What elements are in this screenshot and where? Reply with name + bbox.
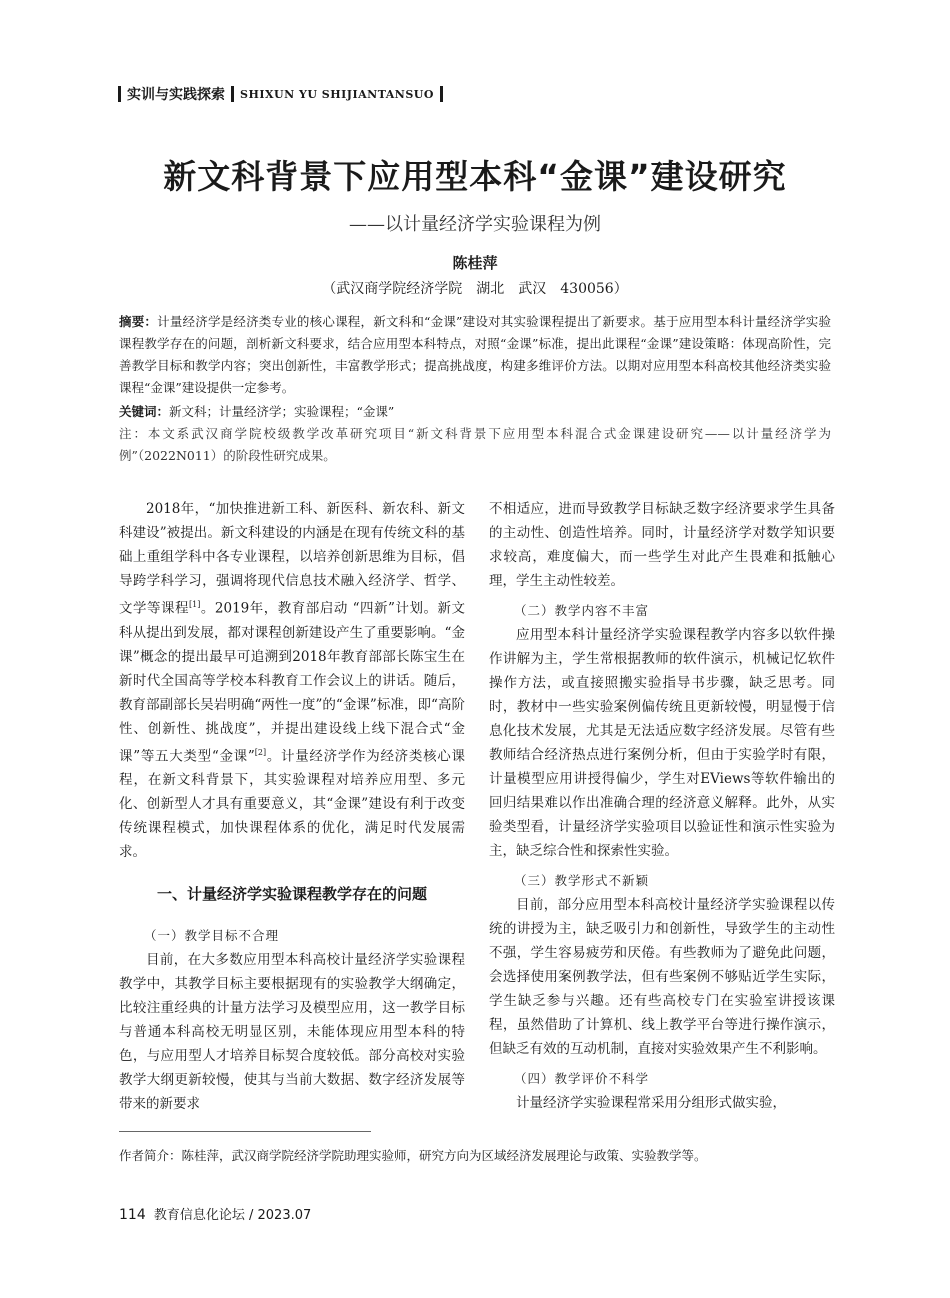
footnote-rule — [119, 1131, 371, 1132]
citation-ref[interactable]: [1] — [189, 600, 201, 609]
funding-note: 注：本文系武汉商学院校级教学改革研究项目“新文科背景下应用型本科混合式金课建设研究——以计量经济学为例”（2022N011）的阶段性研究成果。 — [119, 426, 831, 463]
article-title: 新文科背景下应用型本科“金课”建设研究 — [163, 157, 787, 196]
header-divider — [118, 86, 121, 102]
column-name-cn: 实训与实践探索 — [127, 87, 225, 103]
journal-name: 教育信息化论坛 / 2023.07 — [153, 1208, 312, 1223]
body-paragraph: 应用型本科计量经济学实验课程教学内容多以软件操作讲解为主，学生常根据教师的软件演示，机械记忆软件操作方法，或直接照搬实验指导书步骤，缺乏思考。同时，教材中一些实验案例偏传统且更新较慢，明显慢于信息化技术发展，尤其是无法适应数字经济发展。尽管有些教师结合经济热点进行案例分析，但由于实验学时有限，计量模型应用讲授得偏少，学生对EViews等软件输出的回归结果难以作出准确合理的经济意义解释。此外，从实验类型看，计量经济学实验项目以验证性和演示性实验为主，缺乏综合性和探索性实验。 — [489, 627, 835, 859]
abstract-text: 计量经济学是经济类专业的核心课程，新文科和“金课”建设对其实验课程提出了新要求。基于应用型本科计量经济学实验课程教学存在的问题，剖析新文科要求，结合应用型本科特点，对照“金课”标准，提出此课程“金课”建设策略：体现高阶性，完善教学目标和教学内容；突出创新性，丰富教学形式；提高挑战度，构建多维评价方法。以期对应用型本科高校其他经济类实验课程“金课”建设提供一定参考。 — [119, 314, 831, 395]
column-header — [118, 84, 443, 104]
intro-paragraph — [119, 497, 465, 864]
page-footer — [119, 1204, 311, 1223]
left-column — [119, 497, 465, 1116]
header-divider — [231, 86, 234, 102]
intro-text-part: 2018年，“加快推进新工科、新医科、新农科、新文科建设”被提出。新文科建设的内涵是在现有传统文科的基础上重组学科中各专业课程，以培养创新思维为目标，倡导跨学科学习，强调将现代信息技术融入经济学、哲学、文学等课程 — [119, 501, 465, 617]
right-column — [489, 497, 835, 1115]
column-name-en: SHIXUN YU SHIJIANTANSUO — [240, 87, 434, 101]
subsection-heading: （一）教学目标不合理 — [144, 928, 280, 943]
body-paragraph: 目前，部分应用型本科高校计量经济学实验课程以传统的讲授为主，缺乏吸引力和创新性，导致学生的主动性不强，学生容易疲劳和厌倦。有些教师为了避免此问题，会选择使用案例教学法，但有些案例不够贴近学生实际，学生缺乏参与兴趣。还有些高校专门在实验室讲授该课程，虽然借助了计算机、线上教学平台等进行操作演示，但缺乏有效的互动机制，直接对实验效果产生不利影响。 — [489, 897, 835, 1057]
article-subtitle: ——以计量经济学实验课程为例 — [349, 214, 601, 235]
intro-text-part: 。计量经济学作为经济类核心课程，在新文科背景下，其实验课程对培养应用型、多元化、创新型人才具有重要意义，其“金课”建设有利于改变传统课程模式，加快课程体系的优化，满足时代发展需求。 — [119, 748, 465, 860]
abstract-block — [119, 311, 831, 467]
subsection-heading: （二）教学内容不丰富 — [514, 603, 650, 618]
subsection-heading: （三）教学形式不新颖 — [514, 873, 650, 888]
body-paragraph: 计量经济学实验课程常采用分组形式做实验， — [516, 1095, 786, 1111]
header-divider — [440, 86, 443, 102]
author-name: 陈桂萍 — [452, 254, 498, 272]
citation-ref[interactable]: [2] — [254, 747, 267, 757]
section-heading: 一、计量经济学实验课程教学存在的问题 — [156, 885, 427, 903]
keywords-label: 关键词： — [119, 404, 170, 419]
page-number: 114 — [119, 1207, 146, 1223]
abstract — [119, 311, 831, 399]
body-paragraph: 目前，在大多数应用型本科高校计量经济学实验课程教学中，其教学目标主要根据现有的实验教学大纲确定，比较注重经典的计量方法学习及模型应用，这一教学目标与普通本科高校无明显区别，未能体现应用型本科的特色，与应用型人才培养目标契合度较低。部分高校对实验教学大纲更新较慢，使其与当前大数据、数字经济发展等带来的新要求 — [119, 952, 465, 1112]
author-affiliation: （武汉商学院经济学院 湖北 武汉 430056） — [322, 281, 628, 297]
body-paragraph: 不相适应，进而导致教学目标缺乏数字经济要求学生具备的主动性、创造性培养。同时，计量经济学对数学知识要求较高，难度偏大，而一些学生对此产生畏难和抵触心理，学生主动性较差。 — [489, 501, 835, 589]
author-bio: 作者简介：陈桂萍，武汉商学院经济学院助理实验师，研究方向为区域经济发展理论与政策、实验教学等。 — [119, 1148, 707, 1163]
abstract-label: 摘要： — [119, 314, 158, 329]
keywords — [119, 401, 831, 423]
keywords-text: 新文科；计量经济学；实验课程；“金课” — [169, 404, 395, 419]
intro-text-part: 。2019年，教育部启动 “四新”计划。新文科从提出到发展，都对课程创新建设产生了重要影响。“金课”概念的提出最早可追溯到2018年教育部部长陈宝生在新时代全国高等学校本科教育工作会议上的讲话。随后，教育部副部长吴岩明确“两性一度”的“金课”标准，即“高阶性、创新性、挑战度”，并提出建设线上线下混合式“金课”等五大类型“金课” — [119, 600, 466, 764]
subsection-heading: （四）教学评价不科学 — [514, 1071, 650, 1086]
